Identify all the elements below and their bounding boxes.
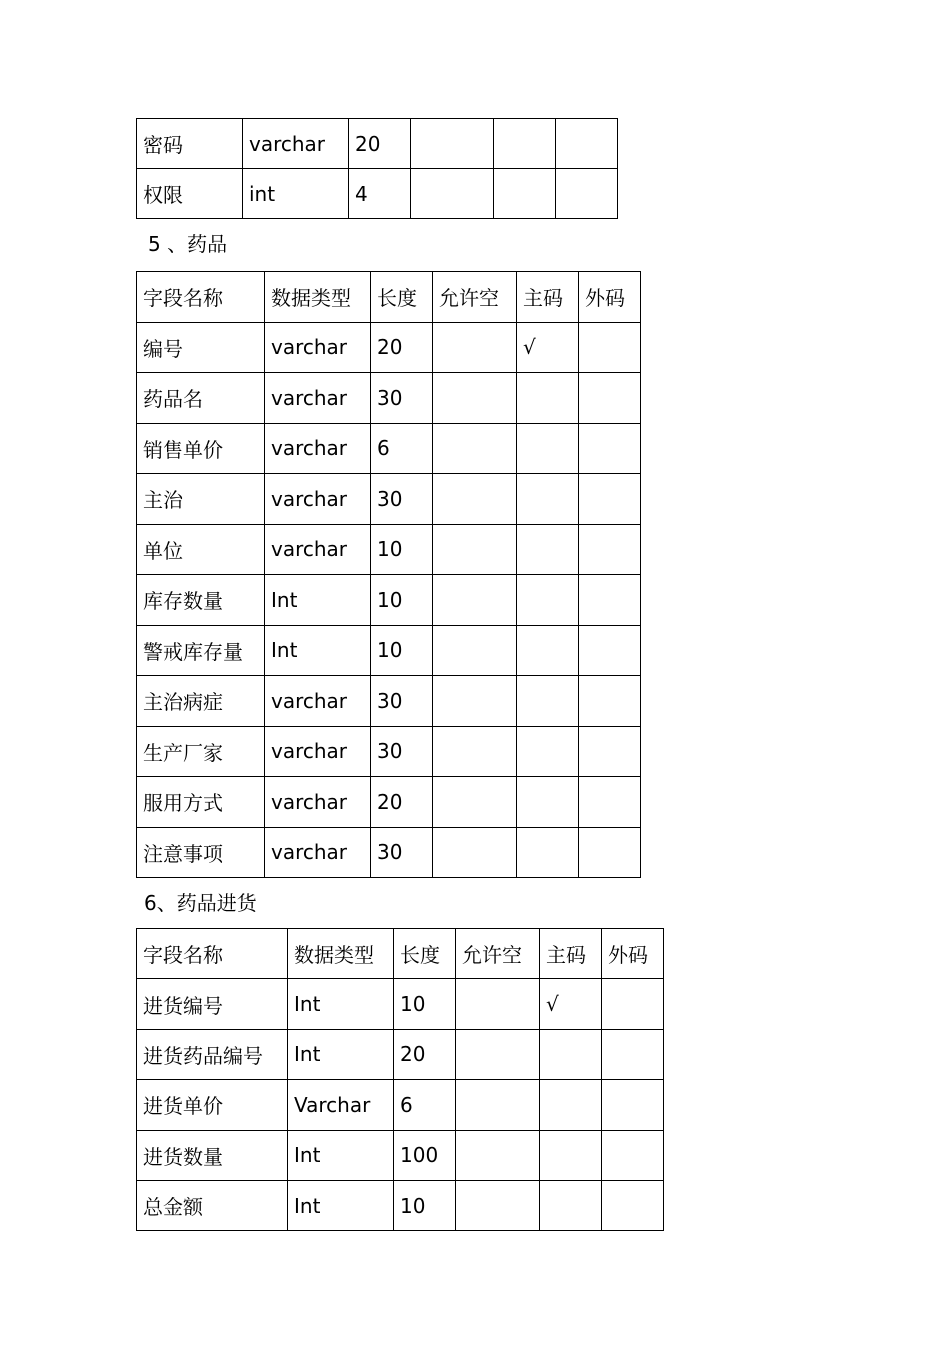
table-cell [433, 676, 517, 727]
table-cell [579, 474, 641, 525]
table-cell: Int [265, 575, 371, 626]
table-cell: 数据类型 [288, 929, 394, 979]
table-cell [456, 1080, 540, 1130]
table-cell: Int [288, 1029, 394, 1079]
table-cell: 20 [371, 322, 433, 373]
table-cell: 10 [371, 524, 433, 575]
table-row [137, 1029, 664, 1079]
table-cell: 4 [349, 169, 411, 219]
table-cell: 主码 [517, 272, 579, 323]
table-cell [540, 1180, 602, 1230]
table-row [137, 827, 641, 878]
table-cell: 警戒库存量 [137, 625, 265, 676]
table-cell [602, 1029, 664, 1079]
table-cell [433, 373, 517, 424]
table-row [137, 322, 641, 373]
table-cell [540, 1130, 602, 1180]
table-row [137, 625, 641, 676]
table-cell: 单位 [137, 524, 265, 575]
table-cell [494, 169, 556, 219]
table-cell: 20 [371, 777, 433, 828]
section-heading-medicine: 5 、药品 [148, 232, 228, 256]
table-cell [579, 524, 641, 575]
table-cell: √ [540, 979, 602, 1029]
table-cell [456, 1180, 540, 1230]
table-cell: 进货药品编号 [137, 1029, 288, 1079]
table-cell: varchar [265, 423, 371, 474]
table-cell [433, 575, 517, 626]
table-cell [602, 979, 664, 1029]
table-cell: Varchar [288, 1080, 394, 1130]
table-cell: 外码 [602, 929, 664, 979]
table-cell [602, 1180, 664, 1230]
table-cell [579, 423, 641, 474]
table-cell [456, 979, 540, 1029]
table-cell: 生产厂家 [137, 726, 265, 777]
table-cell [579, 322, 641, 373]
table-cell: 10 [394, 1180, 456, 1230]
table-cell [579, 827, 641, 878]
table-row [137, 575, 641, 626]
table-cell [411, 119, 494, 169]
table-cell: 20 [394, 1029, 456, 1079]
table-cell [456, 1130, 540, 1180]
table-cell: 密码 [137, 119, 243, 169]
table-cell: int [243, 169, 349, 219]
table-cell: 库存数量 [137, 575, 265, 626]
table-cell: 编号 [137, 322, 265, 373]
table-row [137, 169, 618, 219]
table-cell: 长度 [394, 929, 456, 979]
table-cell: 进货编号 [137, 979, 288, 1029]
table-header-row [137, 272, 641, 323]
table-cell: 进货数量 [137, 1130, 288, 1180]
table-cell [556, 169, 618, 219]
table-cell: 100 [394, 1130, 456, 1180]
table-cell [433, 827, 517, 878]
section-heading-medicine-purchase: 6、药品进货 [144, 891, 257, 915]
table-cell: 销售单价 [137, 423, 265, 474]
table-cell [517, 575, 579, 626]
table-cell [517, 373, 579, 424]
table-cell [540, 1080, 602, 1130]
table-cell: varchar [265, 676, 371, 727]
table-cell: varchar [265, 373, 371, 424]
table-cell [602, 1080, 664, 1130]
table-cell: varchar [265, 322, 371, 373]
medicine-purchase-table [136, 928, 664, 1231]
table-cell: Int [288, 1180, 394, 1230]
table-cell: 30 [371, 474, 433, 525]
table-row [137, 676, 641, 727]
table-row [137, 1130, 664, 1180]
table-cell: varchar [243, 119, 349, 169]
table-cell: varchar [265, 524, 371, 575]
table-cell [517, 827, 579, 878]
table-cell: Int [265, 625, 371, 676]
table-row [137, 777, 641, 828]
table-cell: 30 [371, 373, 433, 424]
table-row [137, 1180, 664, 1230]
table-row [137, 979, 664, 1029]
table-cell: 服用方式 [137, 777, 265, 828]
table-cell: √ [517, 322, 579, 373]
table-cell [433, 524, 517, 575]
table-cell: 药品名 [137, 373, 265, 424]
table-cell [433, 474, 517, 525]
table-cell [517, 777, 579, 828]
table-row [137, 474, 641, 525]
table-cell: 长度 [371, 272, 433, 323]
table-cell [517, 625, 579, 676]
table-cell: Int [288, 979, 394, 1029]
table-cell [517, 423, 579, 474]
table-cell [433, 423, 517, 474]
table-cell: 进货单价 [137, 1080, 288, 1130]
table-cell [433, 726, 517, 777]
table-cell: 6 [371, 423, 433, 474]
table-cell: 外码 [579, 272, 641, 323]
table-cell: 10 [394, 979, 456, 1029]
table-cell: 20 [349, 119, 411, 169]
table-cell: 允许空 [433, 272, 517, 323]
table-cell [411, 169, 494, 219]
table-cell [540, 1029, 602, 1079]
table-cell [602, 1130, 664, 1180]
table-row [137, 726, 641, 777]
table-cell: 主码 [540, 929, 602, 979]
table-cell: 注意事项 [137, 827, 265, 878]
medicine-table [136, 271, 641, 878]
table-cell: 数据类型 [265, 272, 371, 323]
table-cell: 主治 [137, 474, 265, 525]
table-cell: 10 [371, 575, 433, 626]
table-cell: 字段名称 [137, 272, 265, 323]
table-cell: 30 [371, 827, 433, 878]
table-cell [579, 726, 641, 777]
table-row [137, 1080, 664, 1130]
table-cell [433, 322, 517, 373]
table-cell: 30 [371, 726, 433, 777]
table-cell [579, 777, 641, 828]
table-cell [556, 119, 618, 169]
table-cell [517, 524, 579, 575]
table-cell: 30 [371, 676, 433, 727]
continued-table [136, 118, 618, 219]
table-row [137, 423, 641, 474]
table-cell [517, 474, 579, 525]
table-row [137, 373, 641, 424]
table-row [137, 524, 641, 575]
table-cell: 6 [394, 1080, 456, 1130]
table-cell: varchar [265, 777, 371, 828]
table-cell: varchar [265, 474, 371, 525]
table-cell [579, 373, 641, 424]
table-cell: 总金额 [137, 1180, 288, 1230]
table-cell [456, 1029, 540, 1079]
table-cell: varchar [265, 726, 371, 777]
table-row [137, 119, 618, 169]
table-cell [433, 625, 517, 676]
table-cell: 权限 [137, 169, 243, 219]
table-cell: 字段名称 [137, 929, 288, 979]
table-cell: 允许空 [456, 929, 540, 979]
table-cell: 10 [371, 625, 433, 676]
table-cell: Int [288, 1130, 394, 1180]
table-cell [579, 575, 641, 626]
table-cell [579, 625, 641, 676]
table-cell [517, 726, 579, 777]
table-cell [433, 777, 517, 828]
table-header-row [137, 929, 664, 979]
table-cell [517, 676, 579, 727]
table-cell: 主治病症 [137, 676, 265, 727]
table-cell [579, 676, 641, 727]
table-cell [494, 119, 556, 169]
table-cell: varchar [265, 827, 371, 878]
